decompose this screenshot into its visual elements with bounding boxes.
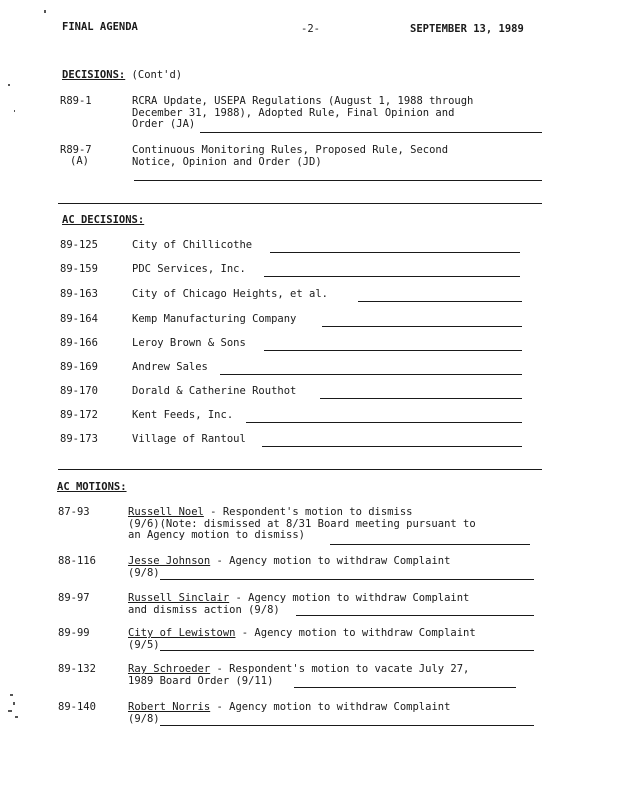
section-divider [58, 469, 542, 470]
case-number: 89-172 [60, 409, 98, 421]
motion-line: an Agency motion to dismiss) [128, 529, 306, 541]
signature-line [320, 398, 522, 399]
case-number: 89-166 [60, 337, 98, 349]
signature-line [200, 132, 542, 133]
party-name: Robert Norris [128, 701, 211, 713]
decisions-cont: (Cont'd) [131, 69, 183, 81]
signature-line [160, 579, 534, 580]
decision-line: RCRA Update, USEPA Regulations (August 1, 1988 through [132, 95, 474, 107]
case-name: Leroy Brown & Sons [132, 337, 246, 349]
header-left: FINAL AGENDA [62, 21, 138, 33]
decision-line: Order (JA) [132, 118, 196, 130]
decision-number: R89-7 [60, 144, 92, 156]
signature-line [246, 422, 522, 423]
motion-line: - Agency motion to withdraw Complaint [210, 555, 451, 567]
scan-speck [13, 702, 15, 705]
decisions-title: DECISIONS: [62, 69, 126, 81]
signature-line [160, 650, 534, 651]
scan-speck [44, 10, 46, 13]
scan-speck [8, 84, 10, 86]
scan-speck [14, 110, 15, 112]
decisions-heading [62, 70, 182, 82]
party-name: Russell Noel [128, 506, 204, 518]
motion-line: and dismiss action (9/8) [128, 603, 280, 616]
case-number: 87-93 [58, 506, 90, 518]
case-number: 89-140 [58, 701, 96, 713]
signature-line [134, 180, 542, 181]
signature-line [294, 687, 516, 688]
motion-line: - Respondent's motion to dismiss [203, 506, 413, 518]
decision-line: Notice, Opinion and Order (JD) [132, 155, 322, 168]
party-name: Russell Sinclair [128, 592, 230, 604]
case-name: Kent Feeds, Inc. [132, 409, 234, 421]
motion-line: - Agency motion to withdraw Complaint [229, 592, 470, 604]
case-number: 89-170 [60, 385, 98, 397]
page-number: -2- [301, 23, 320, 35]
case-name: Village of Rantoul [132, 433, 246, 445]
decision-number: R89-1 [60, 95, 92, 107]
case-name: PDC Services, Inc. [132, 263, 246, 275]
case-number: 89-164 [60, 313, 98, 325]
scan-speck [8, 710, 12, 712]
section-divider [58, 203, 542, 204]
motion-line: (9/8) [128, 566, 160, 579]
signature-line [296, 615, 534, 616]
case-name: Andrew Sales [132, 361, 208, 373]
motion-line: (9/5) [128, 638, 160, 651]
signature-line [220, 374, 522, 375]
party-name: City of Lewistown [128, 627, 236, 639]
case-number: 89-173 [60, 433, 98, 445]
signature-line [264, 276, 520, 277]
ac-decisions-title: AC DECISIONS: [62, 214, 145, 226]
case-number: 89-125 [60, 239, 98, 251]
decision-line: December 31, 1988), Adopted Rule, Final Opinion and [132, 106, 455, 119]
motion-line: (9/6)(Note: dismissed at 8/31 Board meeting pursuant to [128, 517, 476, 530]
case-name: City of Chillicothe [132, 239, 253, 251]
header-date: SEPTEMBER 13, 1989 [410, 23, 524, 35]
motion-line: (9/8) [128, 712, 160, 725]
motion-line: - Agency motion to withdraw Complaint [210, 701, 451, 713]
signature-line [322, 326, 522, 327]
case-name: Kemp Manufacturing Company [132, 313, 297, 325]
motion-line: - Agency motion to withdraw Complaint [235, 627, 476, 639]
decision-subnumber: (A) [70, 155, 89, 167]
motion-line: 1989 Board Order (9/11) [128, 674, 274, 687]
case-number: 89-163 [60, 288, 98, 300]
case-number: 89-97 [58, 592, 90, 604]
case-number: 89-169 [60, 361, 98, 373]
party-name: Ray Schroeder [128, 663, 211, 675]
motion-line: - Respondent's motion to vacate July 27, [210, 663, 470, 675]
case-name: City of Chicago Heights, et al. [132, 288, 328, 300]
signature-line [160, 725, 534, 726]
case-number: 89-159 [60, 263, 98, 275]
decision-line: Continuous Monitoring Rules, Proposed Rule, Second [132, 144, 449, 156]
ac-motions-title: AC MOTIONS: [57, 481, 127, 493]
scan-speck [15, 716, 18, 718]
signature-line [262, 446, 522, 447]
case-number: 88-116 [58, 555, 96, 567]
case-name: Dorald & Catherine Routhot [132, 385, 297, 397]
scan-speck [10, 694, 13, 696]
case-number: 89-99 [58, 627, 90, 639]
signature-line [264, 350, 522, 351]
party-name: Jesse Johnson [128, 555, 211, 567]
case-number: 89-132 [58, 663, 96, 675]
signature-line [270, 252, 520, 253]
signature-line [358, 301, 522, 302]
signature-line [330, 544, 530, 545]
